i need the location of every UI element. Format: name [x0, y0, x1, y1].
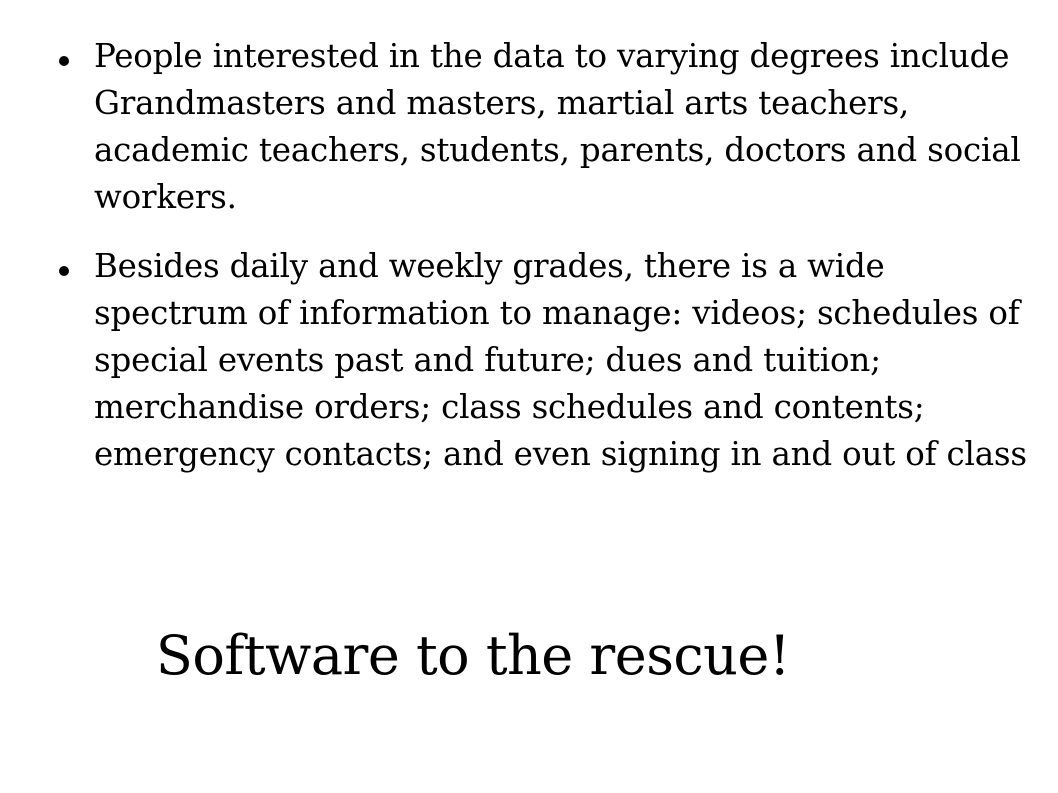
tagline-text: Software to the rescue!: [155, 624, 791, 687]
bullet-item-audience: [94, 33, 1034, 221]
bullet-dot-icon: [59, 266, 69, 276]
bullet-text: Besides daily and weekly grades, there is a wide spectrum of information to manage: videos; schedules of special events past and future; dues and tuition; merchandise orders; class schedules and contents; emergency contacts; and even signing in and out of class: [94, 247, 1027, 473]
bullet-dot-icon: [59, 56, 69, 66]
tagline-heading: [0, 624, 1058, 688]
bullet-item-information: [94, 243, 1034, 478]
bullet-text: People interested in the data to varying degrees include Grandmasters and masters, martial arts teachers, academic teachers, students, parents, doctors and social workers.: [94, 37, 1021, 216]
